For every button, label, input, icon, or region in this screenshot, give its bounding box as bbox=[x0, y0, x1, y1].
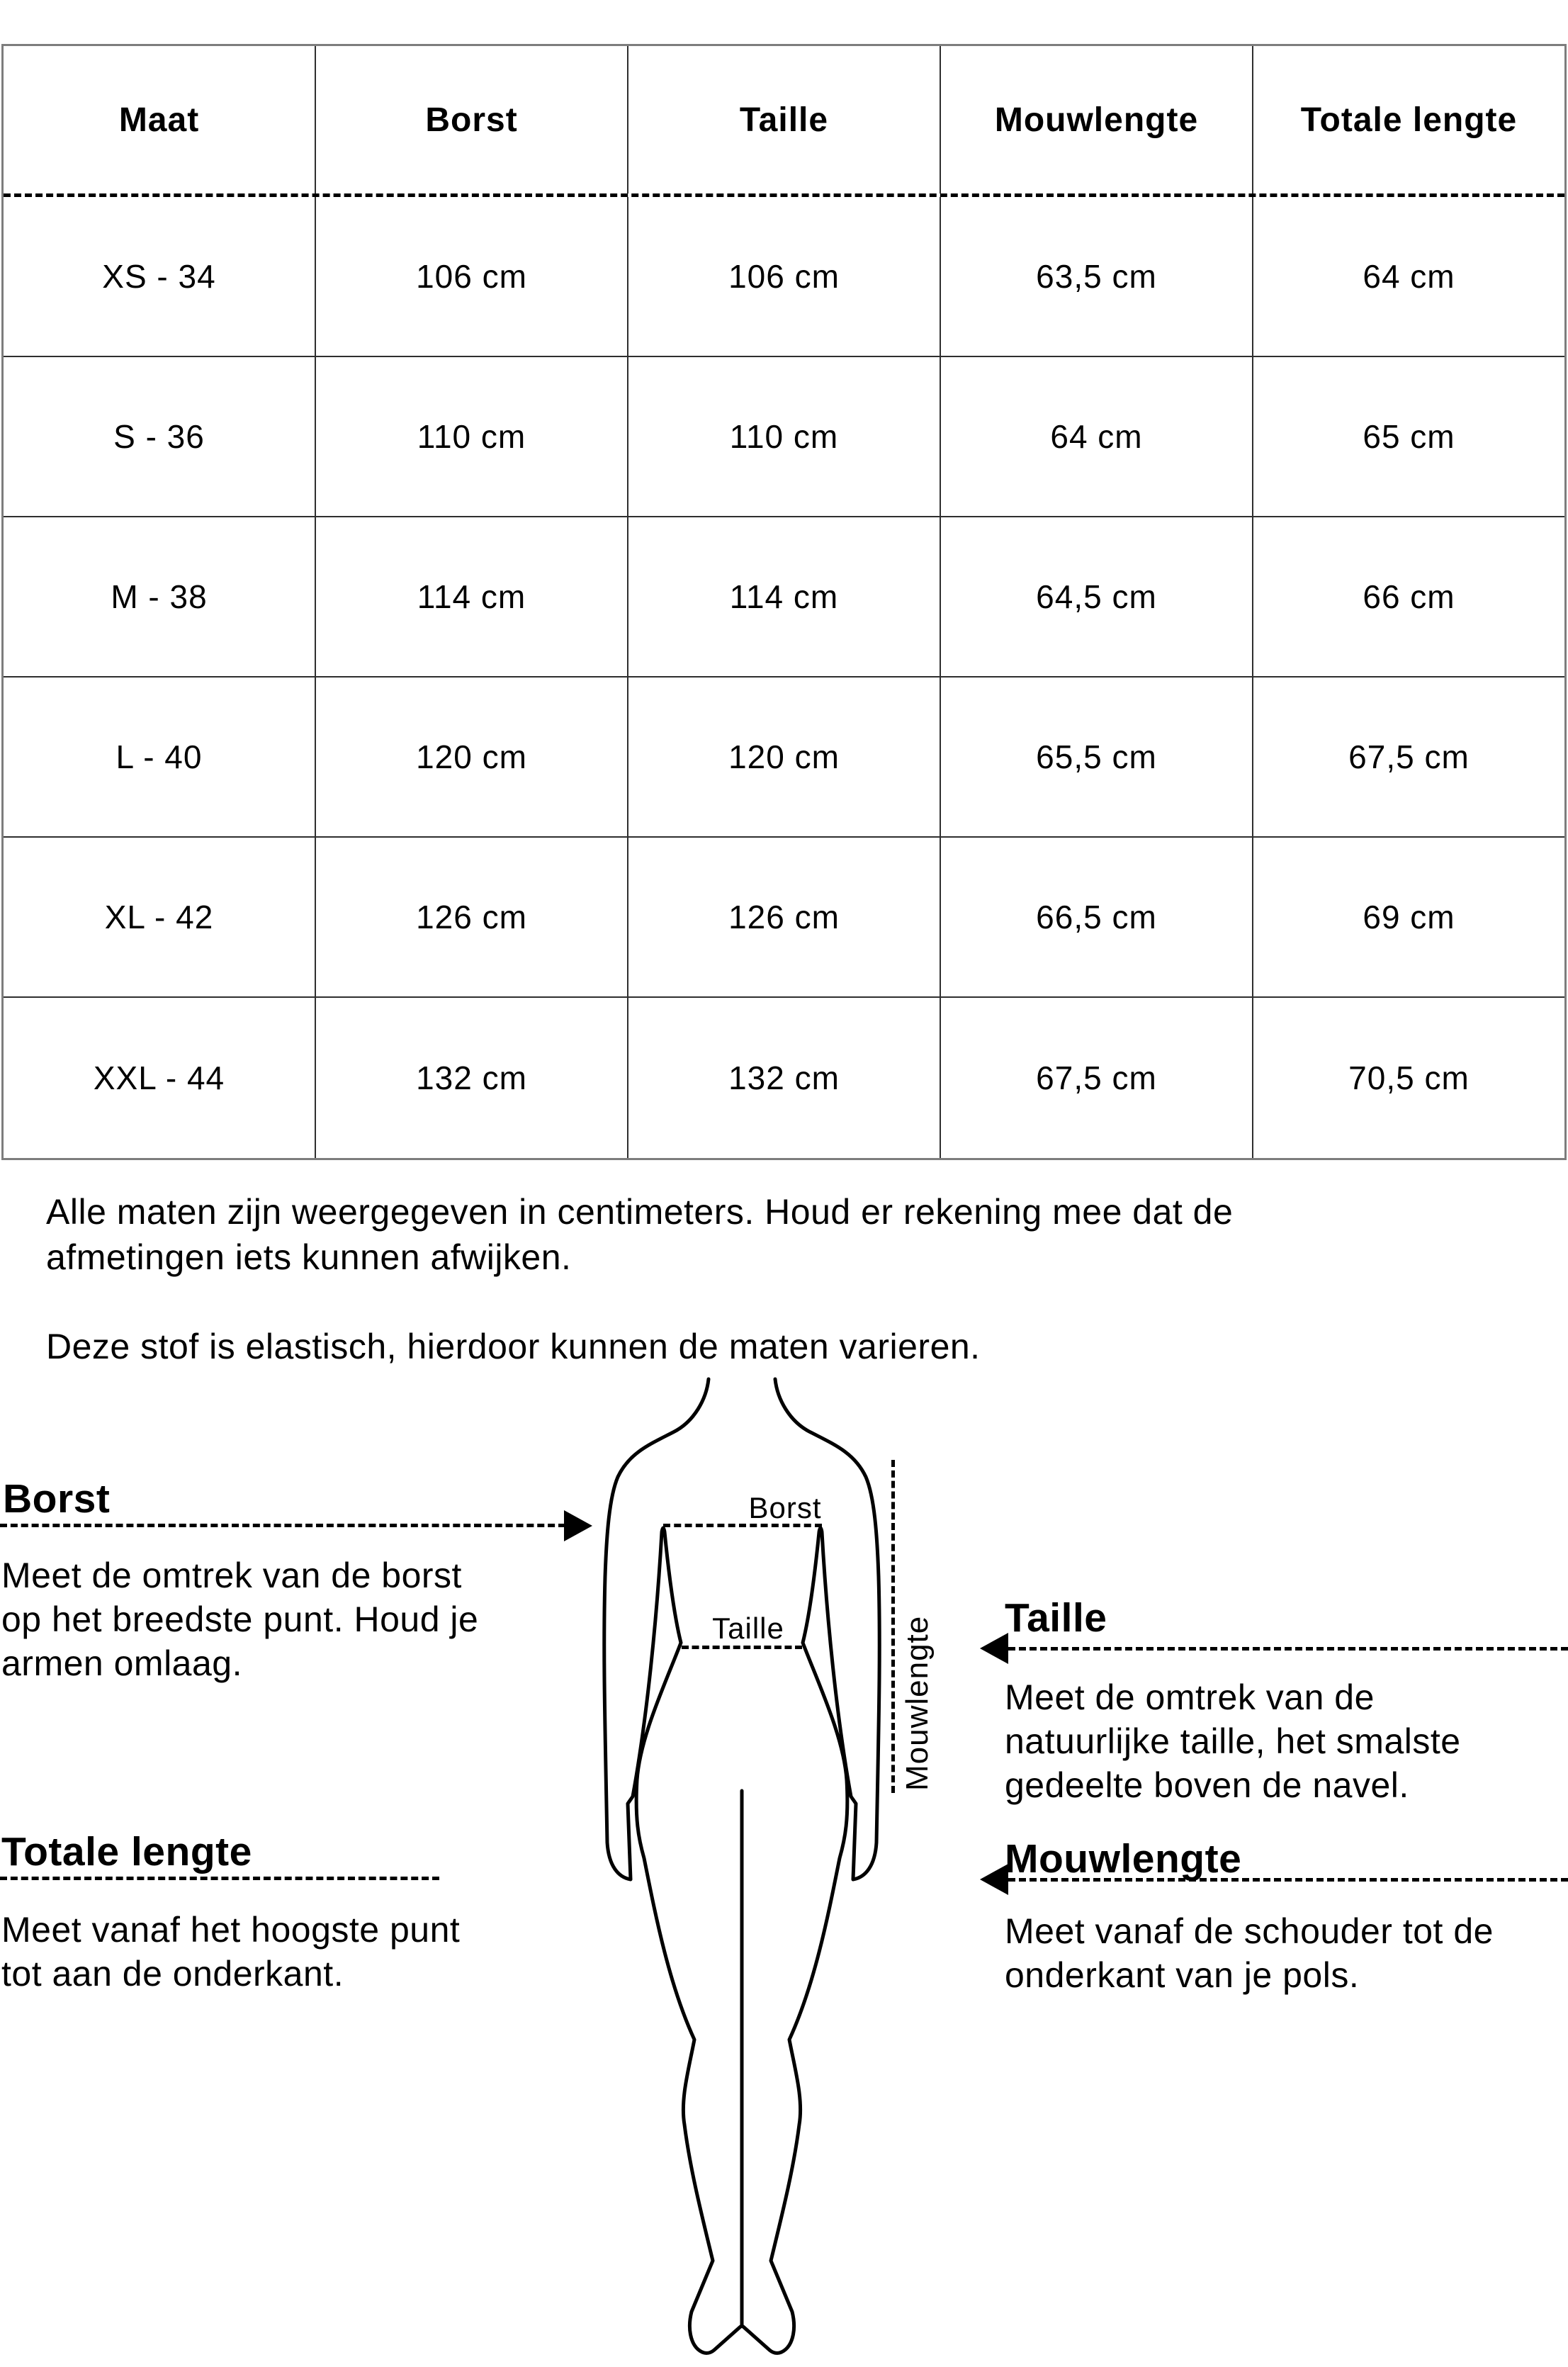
totale-lengte-value: 66 cm bbox=[1363, 578, 1455, 615]
text-line: armen omlaag. bbox=[1, 1643, 242, 1683]
section-title-mouwlengte: Mouwlengte bbox=[1005, 1836, 1242, 1882]
column-header-mouwlengte: Mouwlengte bbox=[941, 46, 1253, 193]
table-row-xs bbox=[4, 197, 1564, 357]
size-label: XL - 42 bbox=[4, 838, 316, 996]
figure-taille-dash-line bbox=[682, 1646, 802, 1649]
taille-value: 114 cm bbox=[628, 517, 941, 676]
table-row-xxl bbox=[4, 998, 1564, 1158]
text-line: op het breedste punt. Houd je bbox=[1, 1599, 479, 1639]
figure-label-mouwlengte: Mouwlengte bbox=[900, 1615, 935, 1791]
totale-lengte-value: 69 cm bbox=[1363, 899, 1455, 935]
figure-mouwlengte-dash-line bbox=[891, 1460, 895, 1793]
mouwlengte-value: 63,5 cm bbox=[941, 197, 1253, 356]
borst-value: 120 cm bbox=[316, 678, 628, 836]
text-line: Meet de omtrek van de bbox=[1005, 1677, 1375, 1717]
size-table-header-row bbox=[4, 46, 1564, 197]
section-text-mouwlengte bbox=[1005, 1909, 1494, 1997]
note-stretch-fabric bbox=[46, 1324, 981, 1369]
column-header-maat: Maat bbox=[4, 46, 316, 193]
mouwlengte-value: 65,5 cm bbox=[941, 678, 1253, 836]
column-header-taille: Taille bbox=[628, 46, 941, 193]
taille-arrow-head-icon bbox=[980, 1633, 1008, 1664]
note-measurements bbox=[46, 1189, 1233, 1280]
borst-value: 110 cm bbox=[316, 357, 628, 516]
size-label: L - 40 bbox=[4, 678, 316, 836]
size-label: S - 36 bbox=[4, 357, 316, 516]
taille-value: 110 cm bbox=[628, 357, 941, 516]
section-text-totale-lengte bbox=[1, 1908, 460, 1996]
note-line: afmetingen iets kunnen afwijken. bbox=[46, 1237, 572, 1277]
borst-value: 132 cm bbox=[316, 998, 628, 1158]
section-title-totale-lengte: Totale lengte bbox=[1, 1829, 252, 1874]
figure-label-taille: Taille bbox=[712, 1612, 784, 1645]
taille-arrow-line bbox=[1008, 1647, 1568, 1651]
section-title-borst: Borst bbox=[3, 1476, 111, 1522]
taille-value: 126 cm bbox=[628, 838, 941, 996]
taille-value: 132 cm bbox=[628, 998, 941, 1158]
size-label: XXL - 44 bbox=[4, 998, 316, 1158]
table-row-m bbox=[4, 517, 1564, 678]
totale-lengte-value: 67,5 cm bbox=[1348, 738, 1470, 775]
table-row-xl bbox=[4, 838, 1564, 998]
totale-lengte-value: 70,5 cm bbox=[1348, 1059, 1470, 1096]
mouwlengte-value: 67,5 cm bbox=[941, 998, 1253, 1158]
text-line: Meet vanaf de schouder tot de bbox=[1005, 1911, 1494, 1951]
column-header-borst: Borst bbox=[316, 46, 628, 193]
totale-lengte-value: 65 cm bbox=[1363, 418, 1455, 455]
text-line: natuurlijke taille, het smalste bbox=[1005, 1721, 1461, 1761]
text-line: tot aan de onderkant. bbox=[1, 1954, 344, 1994]
borst-value: 106 cm bbox=[316, 197, 628, 356]
text-line: Meet vanaf het hoogste punt bbox=[1, 1910, 461, 1950]
table-row-l bbox=[4, 678, 1564, 838]
borst-arrow-line bbox=[0, 1524, 565, 1527]
size-label: M - 38 bbox=[4, 517, 316, 676]
totale-lengte-value: 64 cm bbox=[1363, 258, 1455, 295]
mouwlengte-value: 66,5 cm bbox=[941, 838, 1253, 996]
text-line: Meet de omtrek van de borst bbox=[1, 1556, 462, 1595]
mouwlengte-arrow-head-icon bbox=[980, 1864, 1008, 1895]
taille-value: 106 cm bbox=[628, 197, 941, 356]
section-text-taille bbox=[1005, 1675, 1461, 1807]
table-row-s bbox=[4, 357, 1564, 517]
section-text-borst bbox=[1, 1553, 478, 1685]
mouwlengte-value: 64,5 cm bbox=[941, 517, 1253, 676]
taille-value: 120 cm bbox=[628, 678, 941, 836]
size-label: XS - 34 bbox=[4, 197, 316, 356]
section-title-taille: Taille bbox=[1005, 1595, 1107, 1641]
note-line: Deze stof is elastisch, hierdoor kunnen de maten varieren. bbox=[46, 1327, 981, 1366]
note-line: Alle maten zijn weergegeven in centimeters. Houd er rekening mee dat de bbox=[46, 1192, 1234, 1232]
size-table bbox=[1, 44, 1567, 1160]
borst-value: 126 cm bbox=[316, 838, 628, 996]
text-line: onderkant van je pols. bbox=[1005, 1955, 1360, 1995]
text-line: gedeelte boven de navel. bbox=[1005, 1765, 1409, 1805]
mouwlengte-arrow-line bbox=[1008, 1878, 1568, 1882]
figure-label-borst: Borst bbox=[748, 1491, 822, 1524]
mouwlengte-value: 64 cm bbox=[941, 357, 1253, 516]
totale-lengte-dash-line bbox=[0, 1877, 439, 1880]
column-header-totale-lengte: Totale lengte bbox=[1300, 101, 1518, 139]
borst-value: 114 cm bbox=[316, 517, 628, 676]
